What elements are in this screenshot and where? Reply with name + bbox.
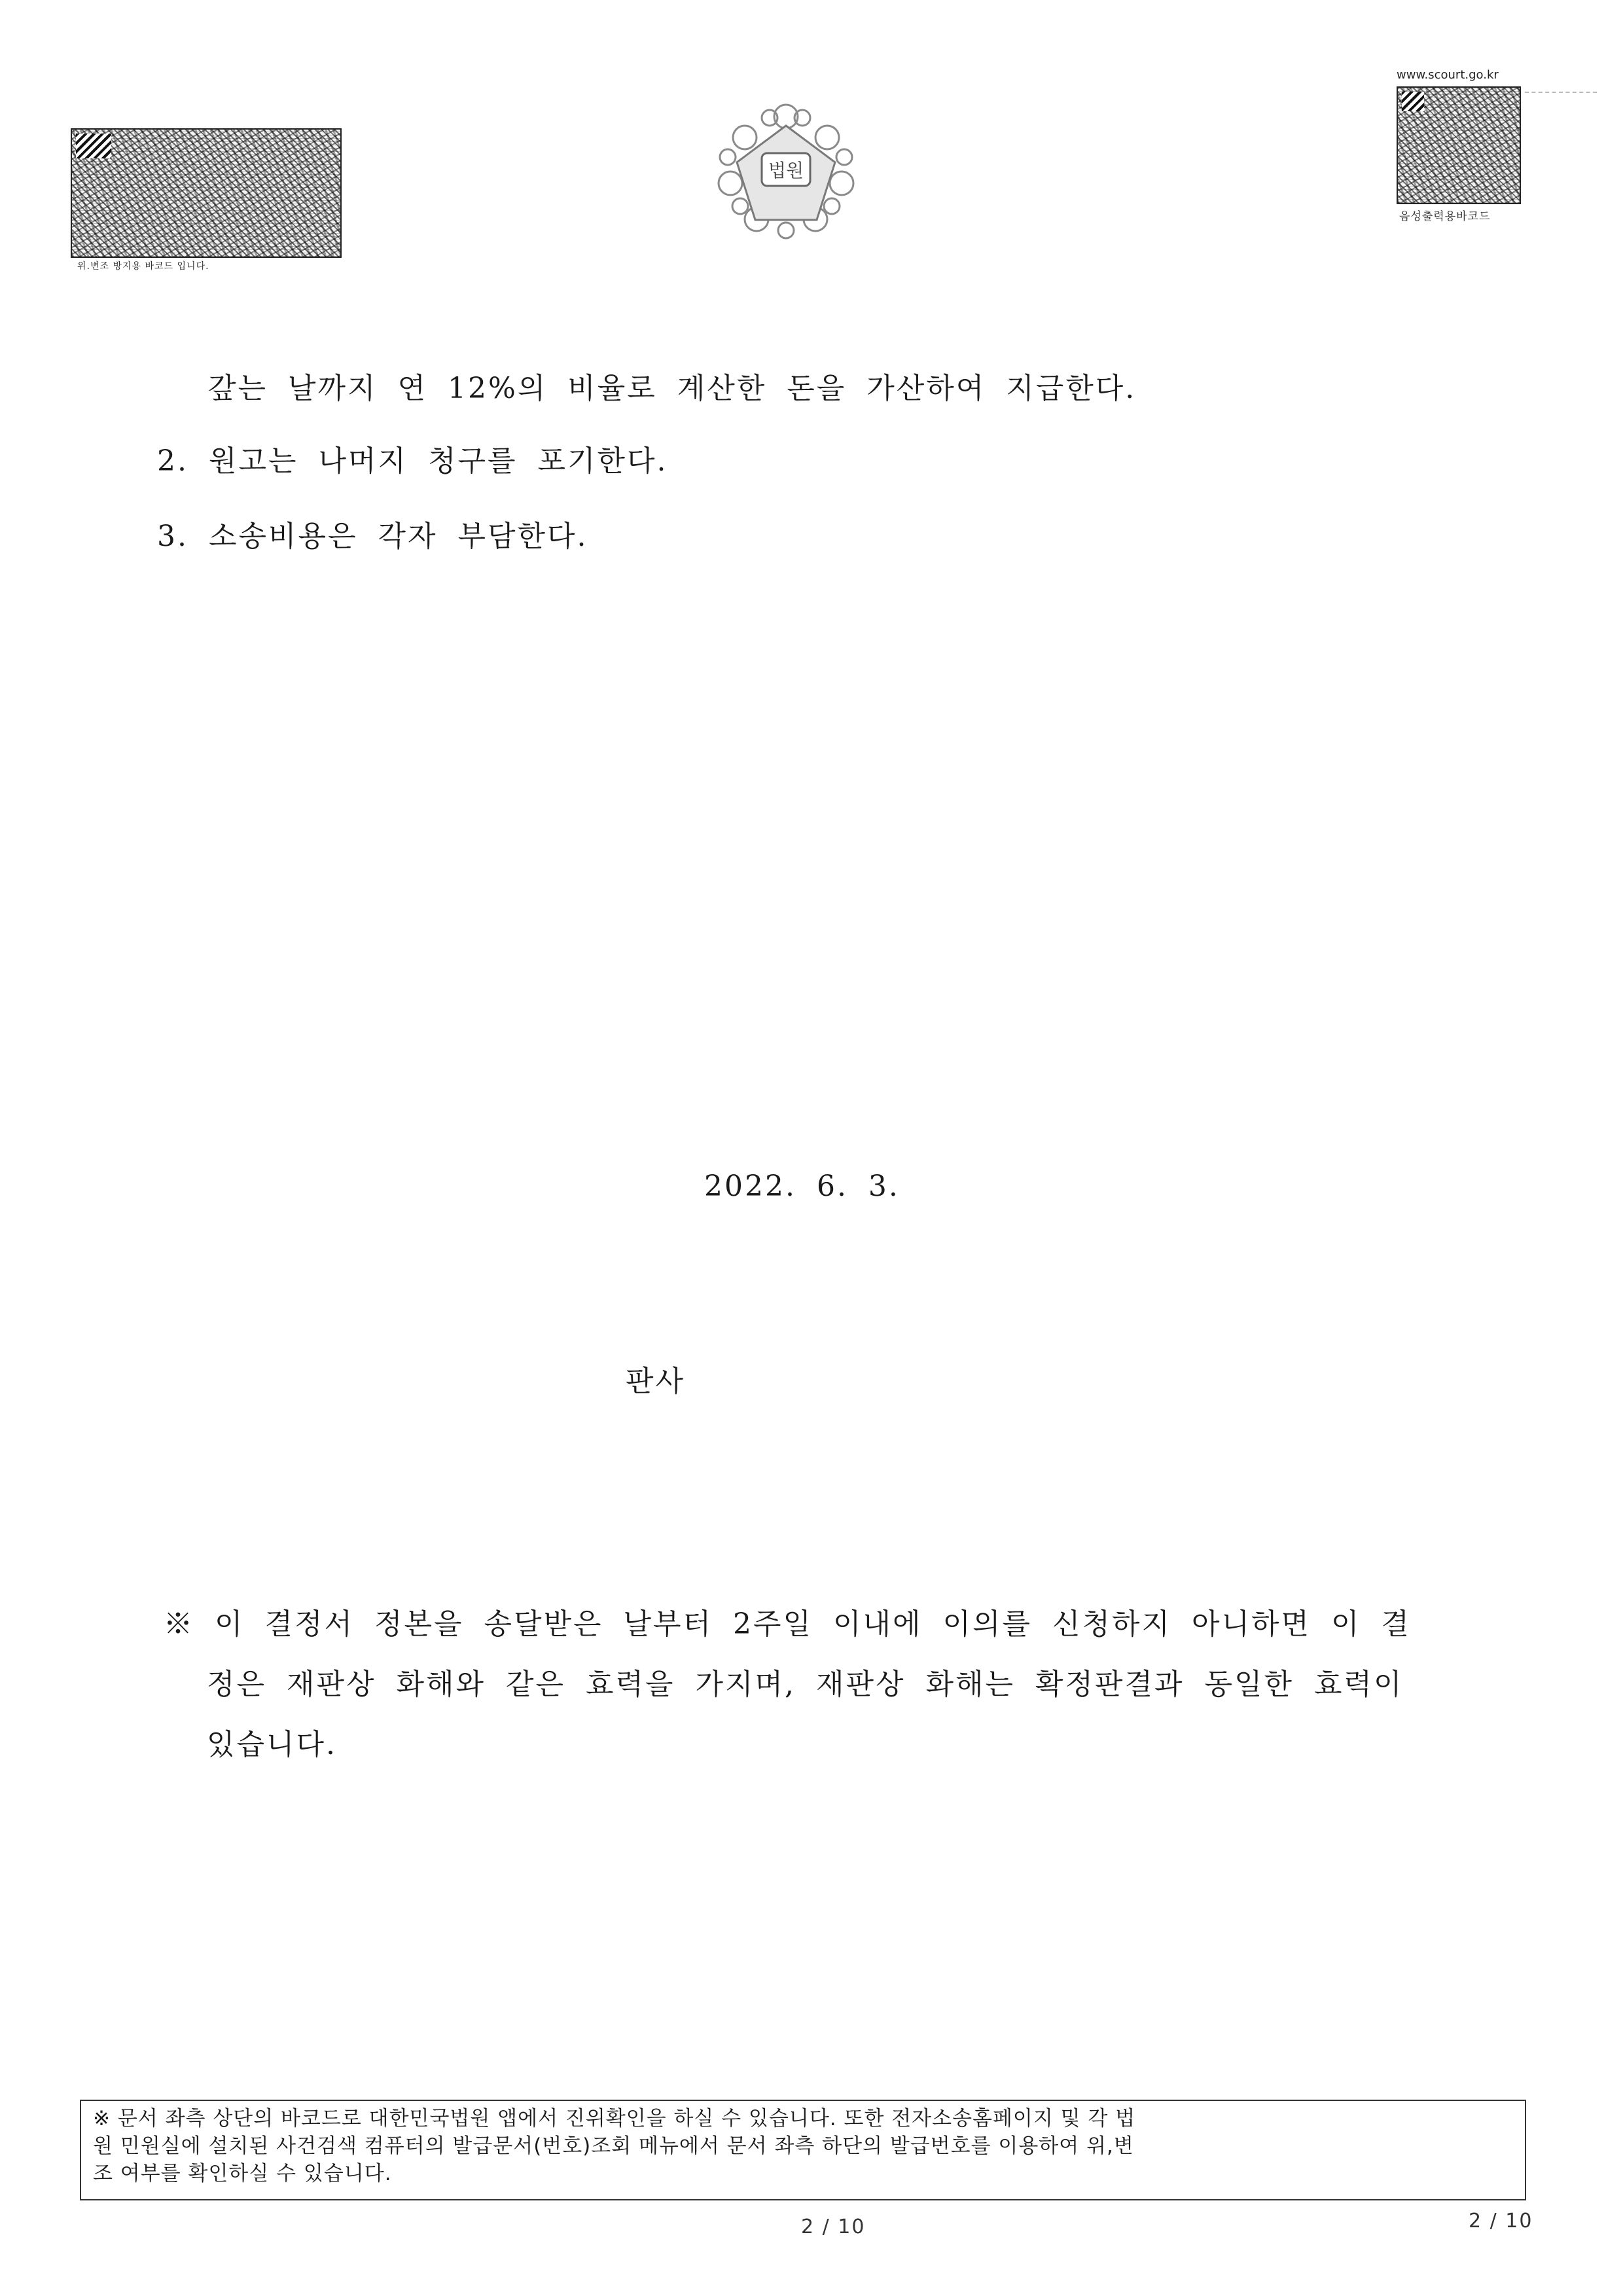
voice-output-barcode <box>1397 86 1521 204</box>
ruling-item-3: 3. 소송비용은 각자 부담한다. <box>157 520 588 553</box>
ruling-item-2: 2. 원고는 나머지 청구를 포기한다. <box>157 444 668 478</box>
verification-notice-box <box>80 2100 1526 2200</box>
page-number-center: 2 / 10 <box>801 2215 866 2238</box>
barcode-corner-mark <box>76 134 111 158</box>
court-emblem-text: 법원 <box>768 160 804 181</box>
notice-mark: ※ <box>164 1607 194 1641</box>
barcode-corner-mark <box>1402 92 1424 111</box>
anti-forgery-barcode-caption: 위.변조 방지용 바코드 입니다. <box>77 261 209 272</box>
voice-output-barcode-caption: 음성출력용바코드 <box>1399 210 1491 223</box>
anti-forgery-barcode <box>71 128 342 258</box>
body-line-continuation: 갚는 날까지 연 12%의 비율로 계산한 돈을 가산하여 지급한다. <box>208 372 1137 405</box>
verification-line-1: ※ 문서 좌측 상단의 바코드로 대한민국법원 앱에서 진위확인을 하실 수 있습니다. 또한 전자소송홈페이지 및 각 법 <box>93 2107 1136 2130</box>
verification-line-3: 조 여부를 확인하실 수 있습니다. <box>93 2162 392 2185</box>
court-website-url: www.scourt.go.kr <box>1397 68 1499 82</box>
header-dashes <box>1525 92 1597 93</box>
judge-label: 판사 <box>626 1365 686 1398</box>
notice-line-1: 이 결정서 정본을 송달받은 날부터 2주일 이내에 이의를 신청하지 아니하면 이 결 <box>215 1607 1411 1641</box>
notice-line-3: 있습니다. <box>207 1728 338 1761</box>
court-emblem-icon <box>704 92 868 242</box>
verification-line-2: 원 민원실에 설치된 사건검색 컴퓨터의 발급문서(번호)조회 메뉴에서 문서 좌측 하단의 발급번호를 이용하여 위,변 <box>93 2134 1134 2158</box>
decision-date: 2022. 6. 3. <box>704 1170 900 1203</box>
objection-notice <box>164 1594 1411 1775</box>
notice-line-2: 정은 재판상 화해와 같은 효력을 가지며, 재판상 화해는 확정판결과 동일한 효력이 <box>207 1668 1404 1701</box>
page-number-right: 2 / 10 <box>1469 2210 1533 2233</box>
